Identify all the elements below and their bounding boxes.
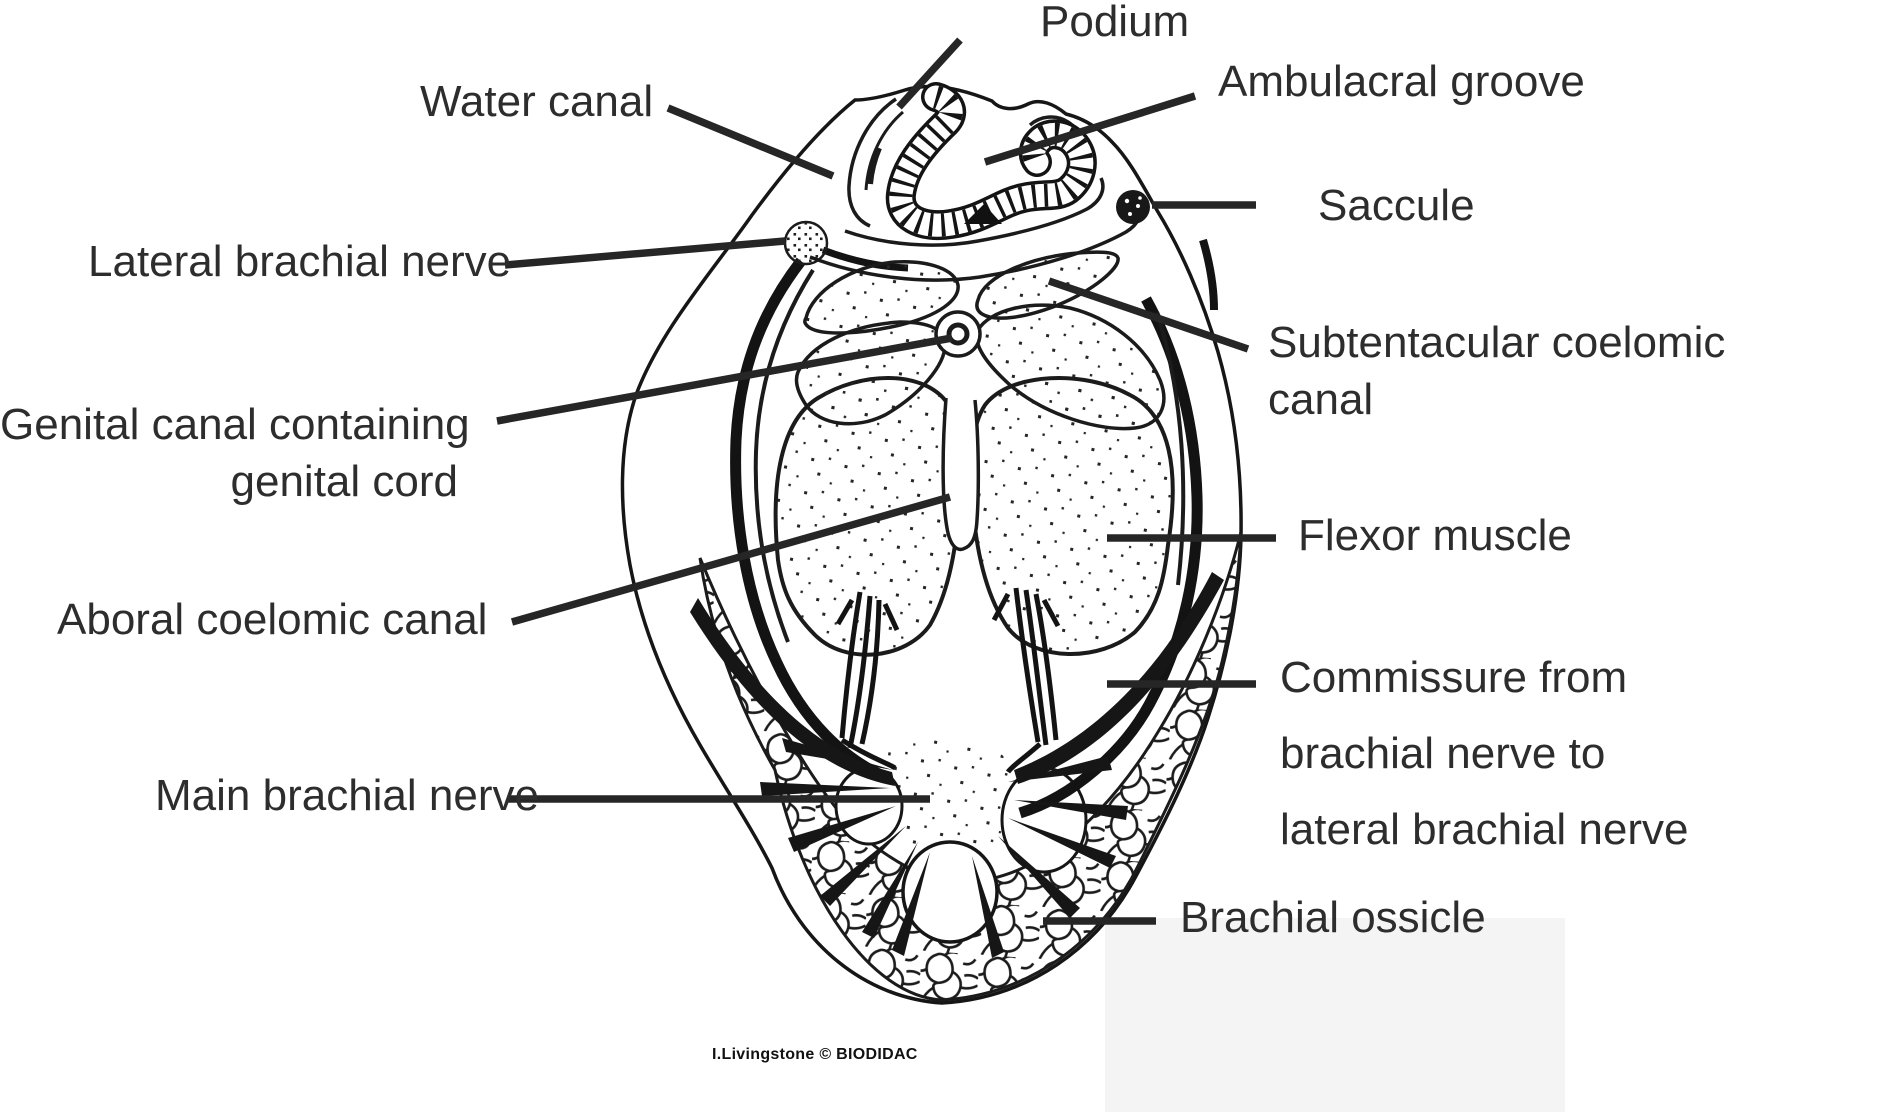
label-main-brachial-nerve: Main brachial nerve — [155, 771, 539, 820]
credit-text: I.Livingstone © BIODIDAC — [712, 1046, 918, 1063]
label-lateral-brachial-nerve: Lateral brachial nerve — [88, 237, 512, 286]
label-flexor-muscle: Flexor muscle — [1298, 511, 1572, 560]
label-line: genital cord — [230, 457, 458, 506]
aboral-coelomic-channel — [943, 398, 978, 549]
label-commissure — [1280, 640, 1688, 868]
leader-water-canal — [668, 108, 833, 176]
label-water-canal: Water canal — [420, 77, 654, 126]
label-line: brachial nerve to — [1280, 729, 1606, 778]
genital-canal — [936, 312, 980, 356]
label-subtentacular-coelomic-canal — [1268, 314, 1725, 428]
label-line: Genital canal containing — [0, 400, 470, 449]
label-saccule: Saccule — [1318, 181, 1475, 230]
scan-shadow — [1105, 918, 1565, 1112]
lateral-ganglion — [785, 222, 827, 264]
label-podium: Podium — [1040, 0, 1190, 46]
label-line: Subtentacular coelomic — [1268, 318, 1726, 367]
label-line: canal — [1268, 375, 1374, 424]
label-genital-canal — [0, 396, 470, 510]
label-ambulacral-groove: Ambulacral groove — [1218, 57, 1585, 106]
right-upper-band — [1203, 240, 1214, 310]
label-aboral-coelomic-canal: Aboral coelomic canal — [57, 595, 488, 644]
label-line: Commissure from — [1280, 653, 1628, 702]
saccule-body — [1116, 190, 1150, 224]
label-line: lateral brachial nerve — [1280, 805, 1689, 854]
label-brachial-ossicle: Brachial ossicle — [1180, 893, 1486, 942]
